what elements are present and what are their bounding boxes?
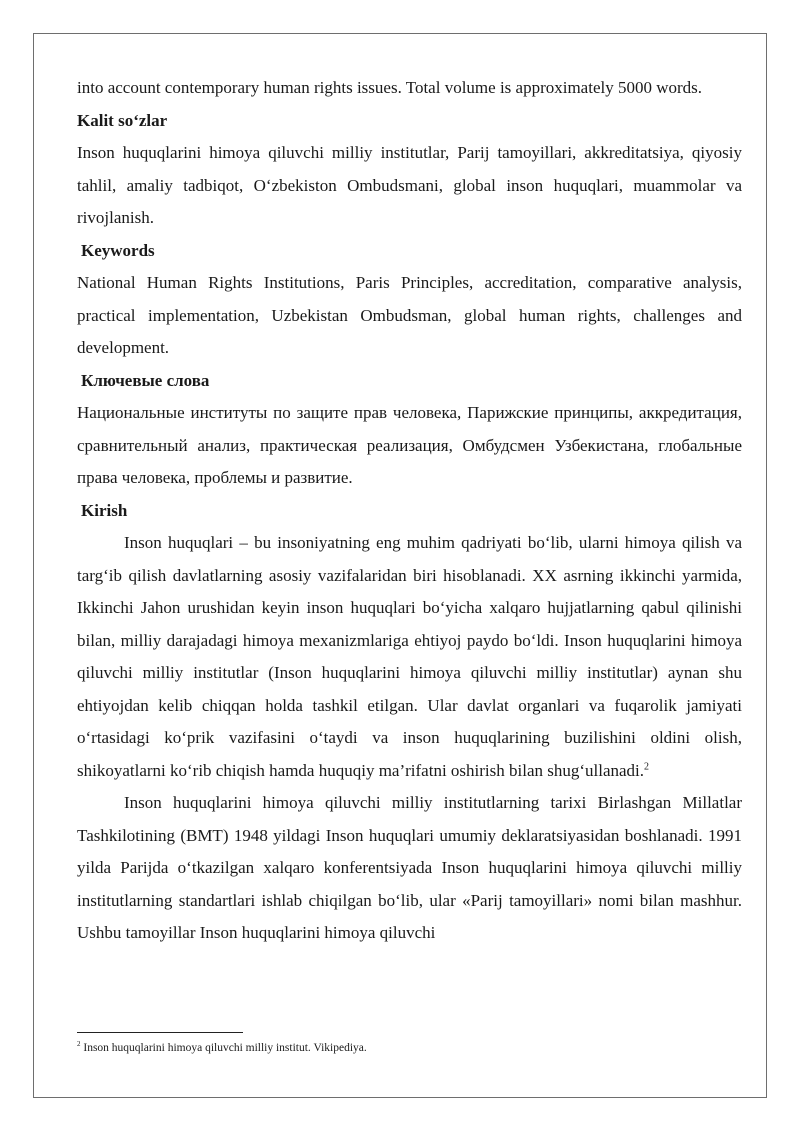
klyuchevye-heading: Ключевые слова (81, 370, 210, 390)
kirish-heading: Kirish (81, 500, 128, 520)
kalit-heading: Kalit so‘zlar (77, 110, 168, 130)
footnote-number: 2 (77, 1040, 81, 1049)
kalit-text: Inson huquqlarini himoya qiluvchi milliy institutlar, Parij tamoyillari, akkreditatsiya, qiyosiy tahlil, amaliy tadbiqot, O‘zbekiston Ombudsmani, global inson huquqlari, muammolar va rivojlanish. (77, 143, 742, 227)
kirish-paragraph-1 (77, 527, 742, 787)
keywords-text: National Human Rights Institutions, Paris Principles, accreditation, comparative analysis, practical implementation, Uzbekistan Ombudsman, global human rights, challenges and development. (77, 273, 742, 357)
intro-continuation: into account contemporary human rights issues. Total volume is approximately 5000 words. (77, 78, 703, 97)
footnote-separator (77, 1032, 243, 1033)
klyuchevye-text: Национальные институты по защите прав человека, Парижские принципы, аккредитация, сравнительный анализ, практическая реализация, Омбудсмен Узбекистана, глобальные права человека, проблемы и развитие. (77, 403, 742, 487)
document-body (77, 72, 742, 950)
footnote-reference[interactable]: 2 (644, 760, 650, 772)
kirish-paragraph-1-text: Inson huquqlari – bu insoniyatning eng muhim qadriyati bo‘lib, ularni himoya qilish va targ‘ib qilish davlatlarning asosiy vazifalaridan biri hisoblanadi. XX asrning ikkinchi yarmida, Ikkinchi Jahon urushidan keyin inson huquqlari bo‘yicha xalqaro hujjatlarning qabul qilinishi bilan, milliy darajadagi himoya mexanizmlariga ehtiyoj paydo bo‘ldi. Inson huquqlarini himoya qiluvchi milliy institutlar (Inson huquqlarini himoya qiluvchi milliy institutlar) aynan shu ehtiyojdan kelib chiqqan holda tashkil etilgan. Ular davlat organlari va fuqarolik jamiyati o‘rtasidagi ko‘prik vazifasini o‘taydi va inson huquqlarining buzilishini oldini olish, shikoyatlarni ko‘rib chiqish hamda huquqiy ma’rifatni oshirish bilan shug‘ullanadi. (77, 533, 742, 780)
kirish-paragraph-2: Inson huquqlarini himoya qiluvchi milliy institutlarning tarixi Birlashgan Millatlar Tashkilotining (BMT) 1948 yildagi Inson huquqlari umumiy deklaratsiyasidan boshlanadi. 1991 yilda Parijda o‘tkazilgan xalqaro konferentsiyada Inson huquqlarini himoya qiluvchi milliy institutlarning standartlari ishlab chiqilgan bo‘lib, ular «Parij tamoyillari» nomi bilan mashhur. Ushbu tamoyillar Inson huquqlarini himoya qiluvchi (77, 793, 742, 942)
keywords-heading: Keywords (81, 240, 155, 260)
footnote-text: Inson huquqlarini himoya qiluvchi milliy institut. Vikipediya. (80, 1042, 367, 1054)
footnote (77, 1040, 367, 1056)
